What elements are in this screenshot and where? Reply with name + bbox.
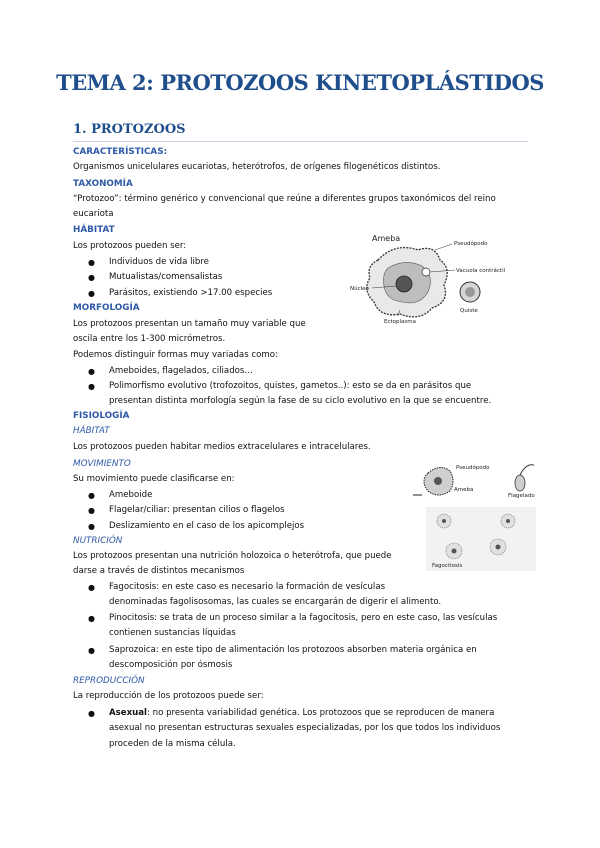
fagocitosis-line-2: denominadas fagolisosomas, las cuales se encargarán de digerir el alimento.: [109, 597, 442, 607]
pinocitosis-line-2: contienen sustancias líquidas: [109, 628, 236, 638]
subheading-movimiento: MOVIMIENTO: [73, 459, 131, 469]
morfologia-line-1: Los protozoos presentan un tamaño muy variable que: [73, 319, 306, 329]
heading-taxonomia: TAXONOMÍA: [73, 179, 133, 189]
subheading-nutricion: NUTRICIÓN: [73, 536, 123, 546]
phagocytosis-particle: [442, 519, 446, 523]
bullet-icon: ●: [88, 506, 95, 515]
movimiento-intro: Su movimiento puede clasificarse en:: [73, 474, 235, 484]
subheading-habitat: HÁBITAT: [73, 426, 110, 436]
nutricion-line-2: darse a través de distintos mecanismos: [73, 566, 245, 576]
asexual-text: : no presenta variabilidad genética. Los protozoos que se reproducen de manera: [147, 708, 495, 718]
bullet-icon: ●: [88, 491, 95, 500]
label-nucleo: Núcleo: [350, 286, 369, 292]
heading-caracteristicas: CARACTERÍSTICAS:: [73, 147, 168, 157]
bullet-icon: ●: [88, 258, 95, 267]
asexual-line-2: asexual no presentan estructuras sexuales especializadas, por los que todos los individuos: [109, 723, 501, 733]
bullet-icon: ●: [88, 273, 95, 282]
morfologia-line-3: Podemos distinguir formas muy variadas como:: [73, 350, 278, 360]
amoeba-figure-title: Ameba: [372, 234, 401, 243]
amoeba-figure: [340, 230, 510, 330]
heading-morfologia: MORFOLOGÍA: [73, 303, 140, 313]
amoeba-nucleus: [396, 276, 412, 292]
label-fagocitosis: Fagocitosis: [432, 563, 463, 569]
pinocitosis-line-1: Pinocitosis: se trata de un proceso similar a la fagocitosis, pero en este caso, las vesículas: [109, 613, 498, 623]
amoeba-nucleus: [434, 477, 442, 485]
movement-figure: [408, 455, 558, 575]
flagellate-shape: [515, 475, 525, 491]
morfologia-item-1: Ameboides, flagelados, ciliados…: [109, 366, 253, 376]
label-pseudopodo: Pseudópodo: [456, 465, 490, 471]
morfologia-item-2-line-1: Polimorfismo evolutivo (trofozoitos, quistes, gametos..): esto se da en parásitos que: [109, 381, 472, 391]
label-pseudopodo: Pseudópodo: [454, 241, 488, 247]
label-ectoplasma: Ectoplasma: [384, 319, 417, 325]
document-title: TEMA 2: PROTOZOOS KINETOPLÁSTIDOS: [56, 70, 544, 95]
habitat-item: Parásitos, existiendo >17.00 especies: [109, 288, 273, 298]
asexual-line-1: [109, 708, 494, 719]
flagellum: [520, 465, 534, 475]
bullet-icon: ●: [88, 367, 95, 376]
nutricion-line-1: Los protozoos presentan una nutrición holozoica o heterótrofa, que puede: [73, 551, 392, 561]
label-quiste: Quiste: [460, 308, 478, 314]
taxonomia-line-1: “Protozoo”: término genérico y convencional que reúne a diferentes grupos taxonómicos del reino: [73, 194, 496, 204]
contractile-vacuole: [422, 268, 430, 276]
phagocytosis-particle: [452, 549, 457, 554]
subheading-reproduccion: REPRODUCCIÓN: [73, 676, 145, 686]
bullet-icon: ●: [88, 289, 95, 298]
reproduccion-intro: La reproducción de los protozoos puede ser:: [73, 691, 264, 701]
bullet-icon: ●: [88, 614, 95, 623]
label-ameba: Ameba: [454, 487, 474, 493]
asexual-label: Asexual: [109, 708, 148, 718]
fagocitosis-line-1: Fagocitosis: en este caso es necesario la formación de vesículas: [109, 582, 386, 592]
habitat-intro: Los protozoos pueden ser:: [73, 241, 187, 251]
bullet-icon: ●: [88, 646, 95, 655]
saprozoica-line-1: Saprozoica: en este tipo de alimentación los protozoos absorben materia orgánica en: [109, 645, 477, 655]
fisiologia-habitat-text: Los protozoos pueden habitar medios extracelulares e intracelulares.: [73, 442, 371, 452]
heading-habitat: HÁBITAT: [73, 225, 115, 235]
movimiento-item: Flagelar/ciliar: presentan cilios o flagelos: [109, 505, 285, 515]
movimiento-item: Deslizamiento en el caso de los apicomplejos: [109, 521, 305, 531]
saprozoica-line-2: descomposición por ósmosis: [109, 660, 233, 670]
section-heading-protozoos: 1. PROTOZOOS: [73, 122, 186, 137]
phagocytosis-particle: [496, 545, 501, 550]
bullet-icon: ●: [88, 382, 95, 391]
morfologia-item-2-line-2: presentan distinta morfología según la fase de su ciclo evolutivo en la que se encuentre.: [109, 396, 492, 406]
bullet-icon: ●: [88, 583, 95, 592]
heading-fisiologia: FISIOLOGÍA: [73, 411, 130, 421]
phagocytosis-particle: [506, 519, 510, 523]
label-flagelado: Flagelado: [508, 493, 535, 499]
leader-line: [435, 244, 452, 250]
asexual-line-3: proceden de la misma célula.: [109, 739, 236, 749]
label-vacuola: Vacuola contráctil: [456, 268, 506, 274]
movimiento-item: Ameboide: [109, 490, 153, 500]
caracteristicas-text: Organismos unicelulares eucariotas, heterótrofos, de orígenes filogenéticos distintos.: [73, 162, 441, 172]
morfologia-line-2: oscila entre los 1-300 micrómetros.: [73, 334, 226, 344]
bullet-icon: ●: [88, 522, 95, 531]
cyst-core: [465, 287, 475, 297]
habitat-item: Individuos de vida libre: [109, 257, 209, 267]
taxonomia-line-2: eucariota: [73, 209, 114, 219]
habitat-item: Mutualistas/comensalistas: [109, 272, 223, 282]
bullet-icon: ●: [88, 709, 95, 718]
section-underline: [73, 141, 528, 142]
